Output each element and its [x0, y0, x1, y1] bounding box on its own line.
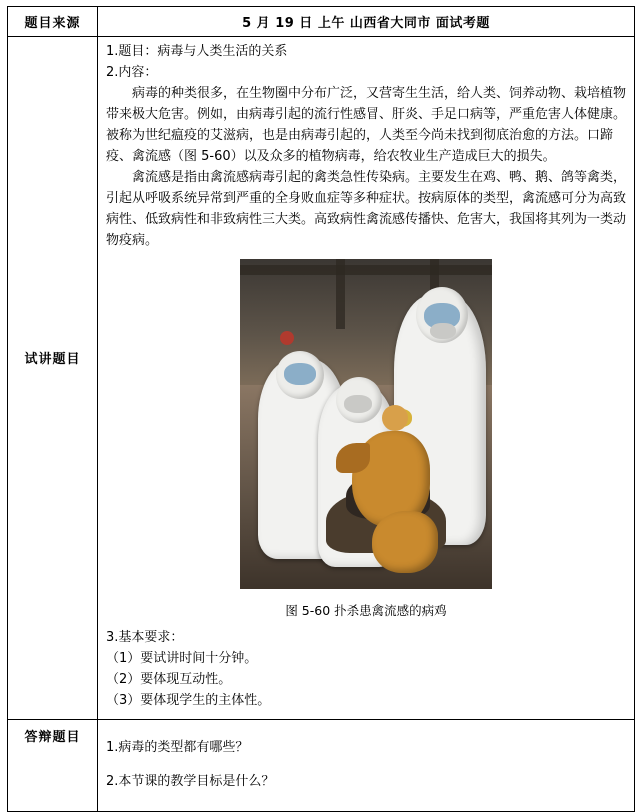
topic-content — [98, 37, 634, 719]
defense-label: 答辩题目 — [24, 729, 81, 745]
requirement-item-1: （1）要试讲时间十分钟。 — [106, 650, 258, 666]
defense-item-1: 1.病毒的类型都有哪些？ — [106, 739, 249, 755]
defense-item-2: 2.本节课的教学目标是什么？ — [106, 774, 275, 789]
topic-paragraph-2: 禽流感是指由禽流感病毒引起的禽类急性传染病。主要发生在鸡、鸭、鹅、鸽等禽类，引起从呼吸系统异常到严重的全身败血症等多种症状。按病原体的类型，禽流感可分为高致病性、低致病性和非致病性三大类。高致病性禽流感传播快、危害大，我国将其列为一类动物疫病。 — [106, 170, 627, 249]
figure-caption: 图 5-60 扑杀患禽流感的病鸡 — [285, 602, 447, 618]
topic-content-cell — [98, 37, 635, 720]
table-row-source — [8, 7, 635, 37]
requirements-label: 3.基本要求： — [106, 629, 184, 645]
exam-question-table — [7, 6, 635, 812]
topic-label: 试讲题目 — [24, 351, 81, 367]
source-value: 5 月 19 日 上午 山西省大同市 面试考题 — [242, 16, 490, 31]
source-value-cell — [98, 7, 635, 37]
figure-chicken-second — [372, 511, 438, 573]
topic-label-cell — [8, 37, 98, 720]
defense-content — [98, 720, 634, 811]
defense-content-cell — [98, 719, 635, 811]
figure-beam-post — [336, 259, 345, 329]
table-row-defense — [8, 719, 635, 811]
topic-paragraph-1: 病毒的种类很多，在生物圈中分布广泛，又营寄生生活，给人类、饲养动物、栽培植物带来极大危害。例如，由病毒引起的流行性感冒、肝炎、手足口病等，严重危害人体健康。被称为世纪瘟疫的艾滋病，也是由病毒引起的，人类至今尚未找到彻底治愈的方法。口蹄疫、禽流感（图 5-60）以及众多的植物病毒，给农牧业生产造成巨大的损失。 — [106, 86, 627, 165]
topic-content-label: 2.内容： — [106, 65, 158, 81]
defense-label-cell — [8, 719, 98, 811]
requirement-item-3: （3）要体现学生的主体性。 — [106, 692, 271, 708]
figure-worker-left-visor — [284, 363, 316, 385]
figure-beam-top — [240, 265, 492, 275]
figure-block — [106, 259, 626, 620]
requirement-item-2: （2）要体现互动性。 — [106, 671, 232, 687]
figure-worker-center-mask — [344, 395, 372, 413]
source-label: 题目来源 — [24, 16, 81, 31]
document-page — [0, 6, 642, 789]
figure-image-culling-chickens — [240, 259, 492, 589]
source-label-cell — [8, 7, 98, 37]
table-row-topic — [8, 37, 635, 720]
topic-title-line: 1.题目：病毒与人类生活的关系 — [106, 44, 288, 59]
figure-worker-right-mask — [430, 323, 456, 339]
